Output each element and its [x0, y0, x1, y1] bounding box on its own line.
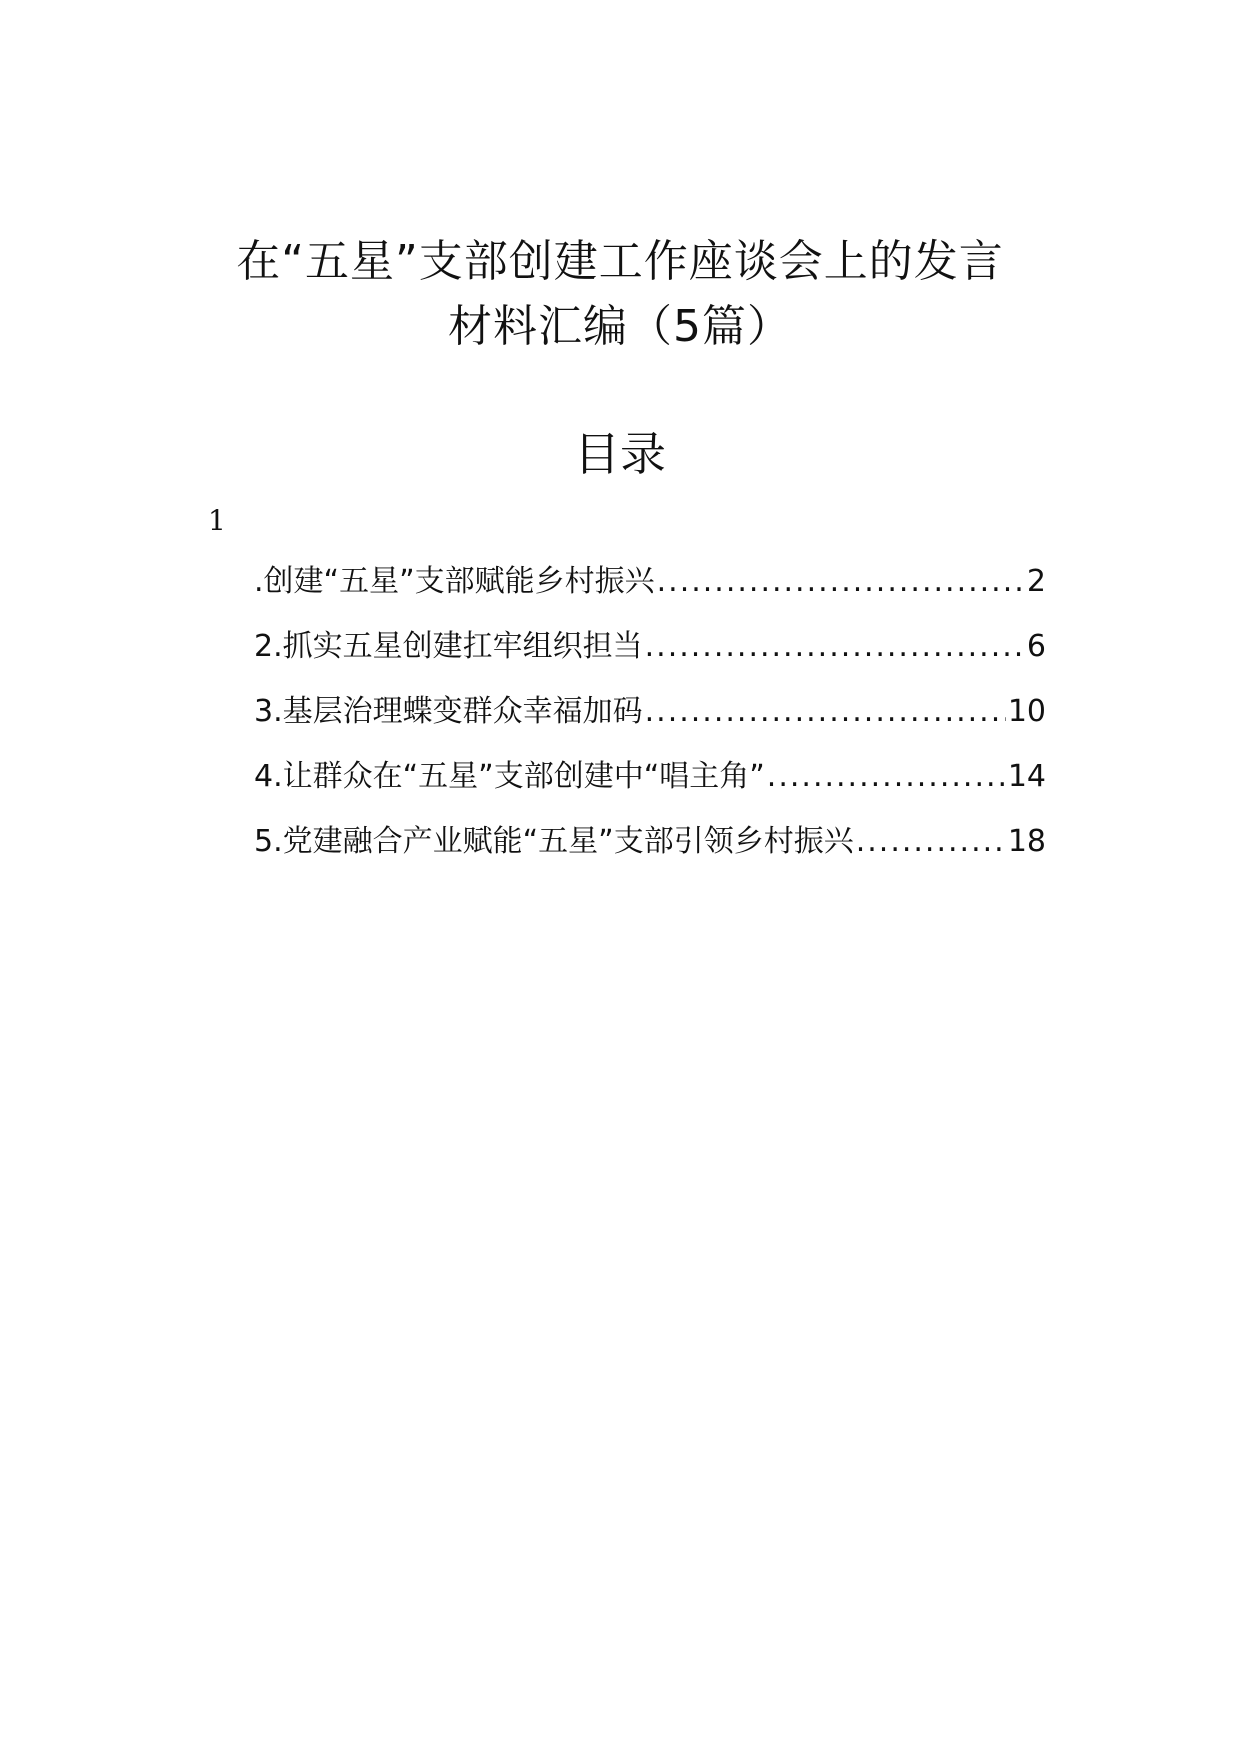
toc-entry[interactable] — [254, 755, 1046, 820]
table-of-contents — [254, 560, 1046, 885]
document-title-line-1: 在“五星”支部创建工作座谈会上的发言 — [236, 236, 1004, 287]
toc-entry[interactable] — [254, 820, 1046, 885]
toc-entry-page: 2 — [1026, 564, 1046, 599]
toc-entry[interactable] — [254, 690, 1046, 755]
toc-entry-page: 6 — [1026, 629, 1046, 664]
toc-entry-title: 5.党建融合产业赋能“五星”支部引领乡村振兴 — [254, 824, 854, 859]
toc-entry-page: 10 — [1007, 694, 1046, 729]
toc-dot-leader — [856, 820, 1006, 864]
toc-entry-title: 4.让群众在“五星”支部创建中“唱主角” — [254, 759, 765, 794]
toc-dot-leader — [767, 755, 1006, 799]
document-title-line-2: 材料汇编（5篇） — [448, 301, 792, 352]
toc-dot-leader — [645, 625, 1025, 669]
toc-entry-page: 14 — [1007, 759, 1046, 794]
toc-entry[interactable] — [254, 625, 1046, 690]
toc-dot-leader — [657, 560, 1025, 604]
toc-entry-title: 2.抓实五星创建扛牢组织担当 — [254, 629, 643, 664]
toc-entry[interactable] — [254, 560, 1046, 625]
toc-entry-title: .创建“五星”支部赋能乡村振兴 — [254, 564, 655, 599]
toc-dot-leader — [645, 690, 1006, 734]
toc-entry-page: 18 — [1007, 824, 1046, 859]
toc-entry-title: 3.基层治理蝶变群众幸福加码 — [254, 694, 643, 729]
toc-heading: 目录 — [574, 427, 666, 481]
stray-number: 1 — [208, 504, 226, 537]
